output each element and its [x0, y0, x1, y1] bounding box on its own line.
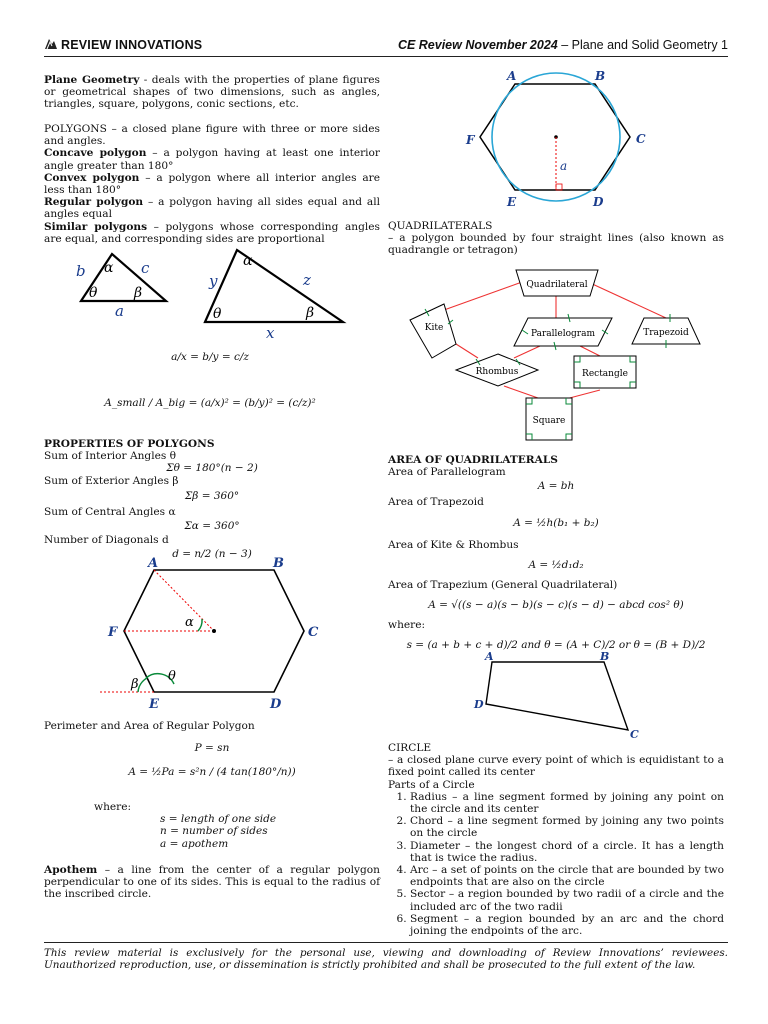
part-chord: 2. Chord – a line segment formed by joining any two points on the circle — [410, 815, 724, 839]
beta-arc — [138, 678, 147, 692]
right-angle-mark — [556, 184, 562, 190]
parallelogram-area-label: Area of Parallelogram — [388, 466, 506, 479]
central-angles-label: Sum of Central Angles α — [44, 505, 176, 518]
vertex-c: C — [308, 625, 319, 640]
polygons-intro: POLYGONS – a closed plane figure with three or more sides and angles. — [44, 123, 380, 148]
kite-rhombus-area-label: Area of Kite & Rhombus — [388, 538, 519, 551]
label-theta: θ — [168, 669, 176, 684]
brand-name: REVIEW INNOVATIONS — [61, 38, 203, 52]
label-c: c — [141, 259, 150, 277]
where-section — [94, 801, 374, 850]
label-beta: β — [131, 677, 139, 692]
quadrilaterals-title: QUADRILATERALS — [388, 220, 493, 232]
label-alpha-small: α — [104, 260, 114, 276]
properties-title: PROPERTIES OF POLYGONS — [44, 438, 215, 450]
copyright-footer: This review material is exclusively for the personal use, viewing and downloading of Review Innovations’ reviewees. Unauthorized reproduction, use, or dissemination is strictly prohibited and shall be prosecuted to the full extent of the law. — [44, 942, 728, 972]
definition-convex: – a polygon where all interior angles are less than 180° — [44, 171, 380, 197]
label-theta-small: θ — [89, 285, 98, 301]
where-label: where: — [94, 801, 132, 813]
vertex-c: C — [636, 132, 646, 146]
header-title-course: CE Review November 2024 — [397, 38, 558, 52]
where-n: n = number of sides — [160, 825, 268, 838]
circle-section — [388, 742, 724, 937]
radius-line — [154, 570, 214, 631]
label-a: a — [115, 302, 124, 320]
trapezoid-area-label: Area of Trapezoid — [388, 496, 484, 509]
quadrilaterals-section — [388, 220, 724, 257]
circle-definition: – a closed plane curve every point of which is equidistant to a fixed point called its center — [388, 754, 724, 779]
exterior-angles-label: Sum of Exterior Angles β — [44, 475, 179, 488]
definition-apothem: – a line from the center of a regular polygon perpendicular to one of its sides. This is equal to the radius of the inscribed circle. — [44, 864, 380, 901]
quadrilateral-family-diagram — [404, 266, 720, 446]
vertex-a: A — [148, 556, 159, 571]
quadrilaterals-definition: – a polygon bounded by four straight lines (also known as quadrangle or tetragon) — [388, 232, 724, 257]
alpha-arc — [198, 619, 202, 631]
vertex-f: F — [108, 625, 118, 640]
part-segment: 6. Segment – a region bounded by an arc and the chord joining the endpoints of the arc. — [410, 913, 724, 937]
label-b: b — [76, 262, 86, 280]
plane-geometry-definition — [44, 74, 380, 111]
area-of-quadrilaterals — [388, 454, 724, 651]
trapezium-area-formula: A = √((s − a)(s − b)(s − c)(s − d) − abcd cos² θ) — [428, 599, 684, 612]
perimeter-title: Perimeter and Area of Regular Polygon — [44, 720, 255, 732]
trapezoid-area-formula: A = ½h(b₁ + b₂) — [513, 516, 599, 529]
area-title: AREA OF QUADRILATERALS — [388, 454, 558, 466]
vertex-e: E — [507, 195, 517, 209]
interior-angles-formula: Σθ = 180°(n − 2) — [166, 462, 258, 475]
inscribed-circle-hexagon — [460, 66, 656, 212]
definition-plane-geometry: - deals with the properties of plane figures or geometrical shapes of two dimensions, such as angles, triangles, square, polygons, conic sections, etc. — [44, 74, 380, 111]
parts-list — [388, 791, 724, 937]
header-title-subject: – Plane and Solid Geometry 1 — [557, 38, 728, 52]
definition-similar: – polygons whose corresponding angles are equal, and corresponding sides are proportional — [44, 220, 380, 245]
where-s: s = length of one side — [160, 813, 277, 826]
trapezium-shape — [486, 662, 628, 730]
big-triangle — [205, 250, 343, 322]
polygons-section — [44, 123, 380, 245]
label-y: y — [209, 272, 218, 290]
ratio-equation: a/x = b/y = c/z — [171, 351, 249, 363]
diagonals-formula: d = n/2 (n − 3) — [172, 548, 252, 561]
vertex-e: E — [149, 697, 159, 712]
vertex-b: B — [273, 556, 284, 571]
term-convex: Convex polygon — [44, 171, 140, 184]
parts-title: Parts of a Circle — [388, 778, 475, 791]
vertex-f: F — [466, 133, 475, 147]
label-square: Square — [532, 416, 566, 426]
vertex-c: C — [630, 728, 639, 741]
label-beta-small: β — [134, 285, 143, 301]
page-header — [44, 36, 728, 57]
label-rectangle: Rectangle — [582, 369, 628, 379]
term-plane-geometry: Plane Geometry — [44, 74, 140, 86]
diagonals-label: Number of Diagonals d — [44, 533, 169, 546]
interior-angles-label: Sum of Interior Angles θ — [44, 450, 177, 463]
trapezium-area-label: Area of Trapezium (General Quadrilateral) — [388, 578, 618, 591]
label-kite: Kite — [424, 323, 444, 333]
part-diameter: 3. Diameter – the longest chord of a circle. It has a length that is twice the radius. — [410, 840, 724, 864]
similar-triangles-figure — [62, 246, 362, 342]
term-concave: Concave polygon — [44, 147, 147, 160]
perimeter-formula: P = sn — [194, 742, 230, 755]
label-beta-big: β — [306, 305, 315, 321]
area-ratio-equation: A_small / A_big = (a/x)² = (b/y)² = (c/z)² — [104, 397, 316, 409]
label-x: x — [266, 324, 275, 342]
vertex-a: A — [485, 650, 494, 663]
vertex-a: A — [507, 69, 517, 83]
vertex-d: D — [593, 195, 604, 209]
label-theta-big: θ — [213, 306, 222, 322]
hexagon-angles-figure — [98, 556, 324, 712]
vertex-b: B — [600, 650, 610, 663]
definition-regular: – a polygon having all sides equal and all angles equal — [44, 196, 381, 221]
label-trapezoid: Trapezoid — [643, 328, 689, 338]
term-apothem: Apothem — [44, 864, 98, 876]
term-similar: Similar polygons — [44, 220, 148, 233]
kite-rhombus-area-formula: A = ½d₁d₂ — [528, 558, 584, 571]
label-z: z — [303, 271, 311, 289]
vertex-d: D — [270, 697, 282, 712]
definition-concave: – a polygon having at least one interior angle greater than 180° — [44, 147, 380, 172]
area-formula: A = ½Pa = s²n / (4 tan(180°/n)) — [128, 766, 296, 779]
exterior-angles-formula: Σβ = 360° — [184, 489, 240, 502]
brand-logo — [44, 38, 202, 52]
perimeter-area-section — [44, 720, 380, 779]
vertex-b: B — [595, 69, 606, 83]
label-parallelogram: Parallelogram — [530, 329, 596, 339]
central-angles-formula: Σα = 360° — [184, 519, 240, 532]
label-alpha-big: α — [243, 253, 253, 269]
label-quadrilateral: Quadrilateral — [526, 280, 588, 290]
header-title — [398, 38, 728, 52]
part-sector: 5. Sector – a region bounded by two radii of a circle and the included arc of the two radii — [410, 888, 724, 912]
parallelogram-area-formula: A = bh — [537, 480, 575, 493]
part-arc: 4. Arc – a set of points on the circle that are bounded by two endpoints that are also on the circle — [410, 864, 724, 888]
trapezium-figure — [472, 648, 644, 742]
where-label: where: — [388, 619, 426, 632]
label-rhombus: Rhombus — [475, 367, 519, 377]
semiperimeter-formula: s = (a + b + c + d)/2 and θ = (A + C)/2 or θ = (B + D)/2 — [406, 639, 706, 652]
where-a: a = apothem — [160, 837, 229, 850]
circle-title: CIRCLE — [388, 742, 432, 754]
label-alpha: α — [185, 615, 194, 630]
part-radius: 1. Radius – a line segment formed by joining any point on the circle and its center — [410, 791, 724, 815]
vertex-d: D — [474, 698, 484, 711]
label-apothem-a: a — [560, 159, 568, 173]
apothem-definition — [44, 864, 380, 901]
properties-of-polygons — [44, 438, 380, 560]
center-point — [212, 629, 216, 633]
term-regular: Regular polygon — [44, 196, 144, 209]
logo-icon — [44, 38, 58, 50]
